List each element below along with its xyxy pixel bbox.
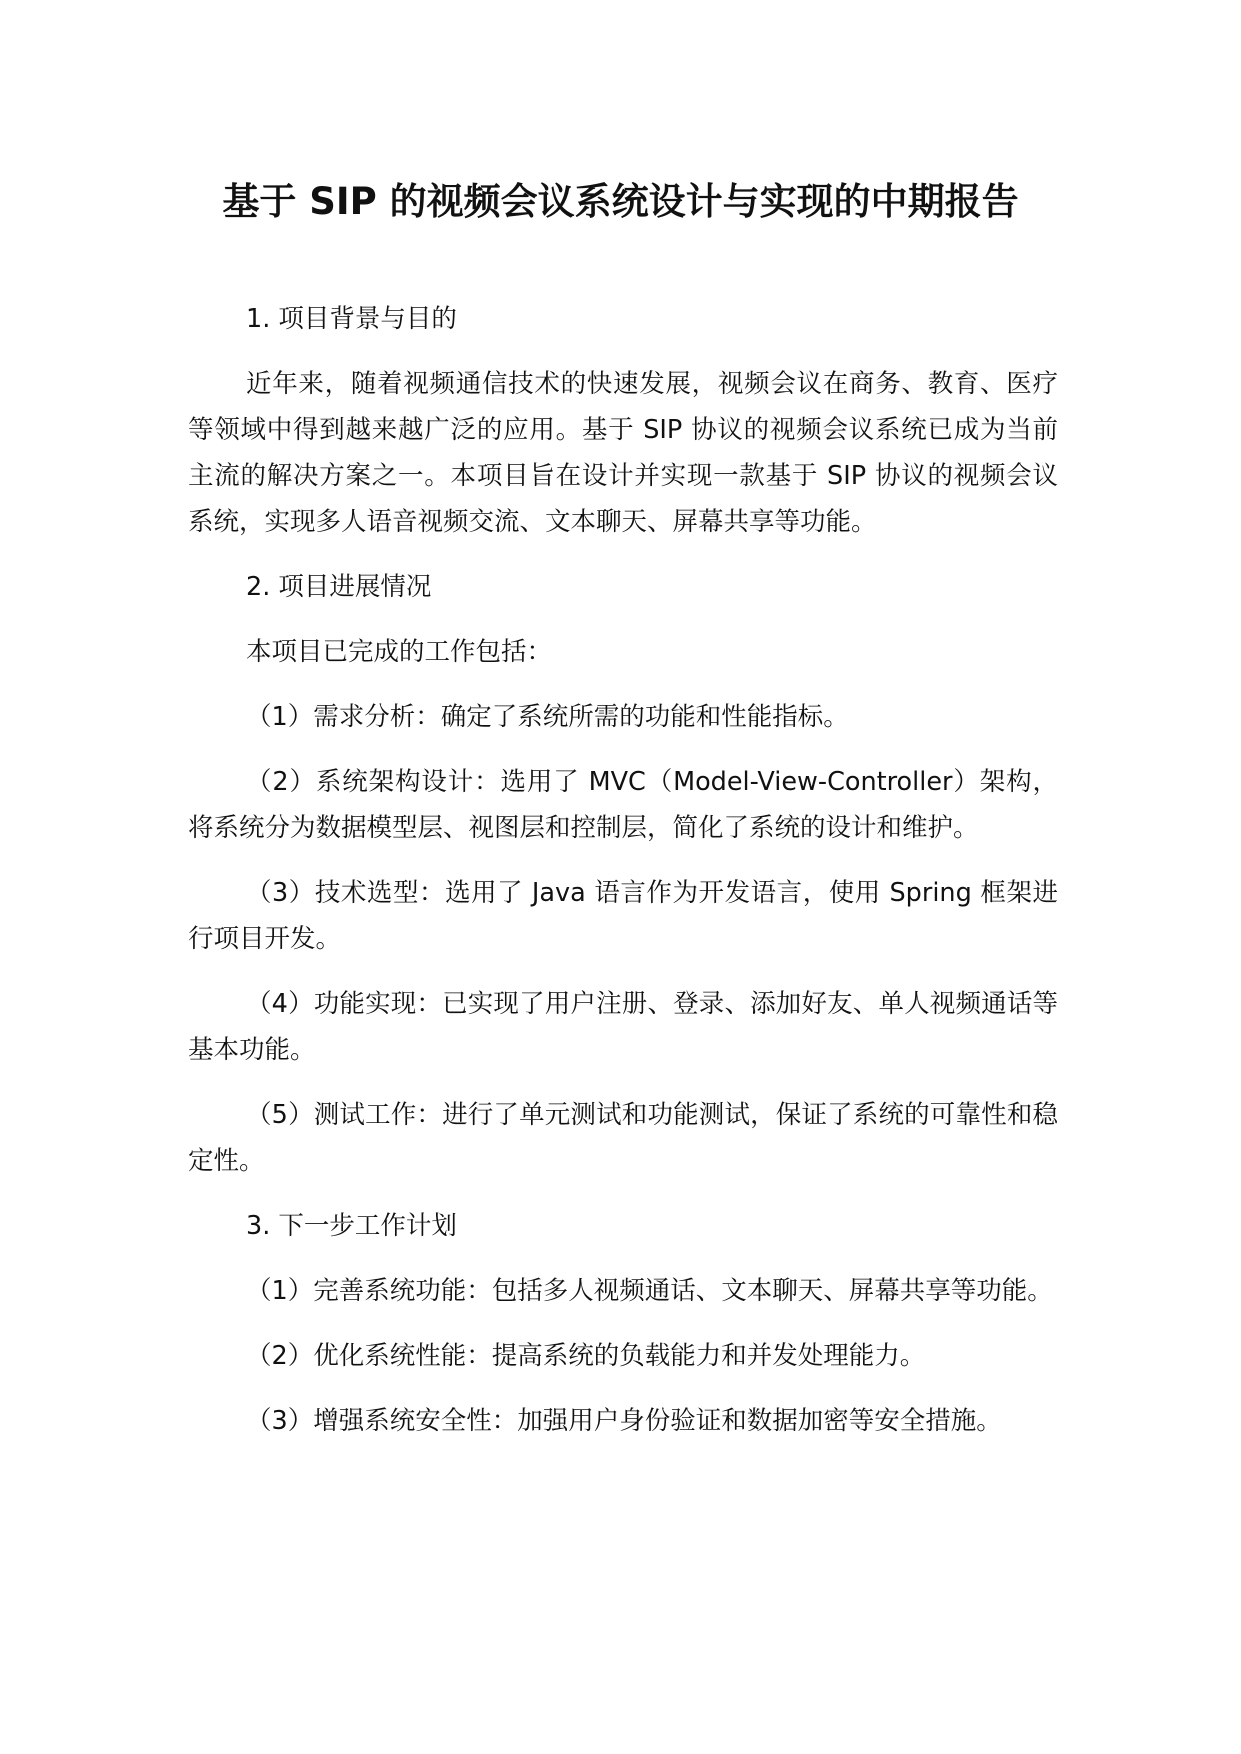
section-2-heading: 2. 项目进展情况 xyxy=(246,572,432,602)
section-3-heading: 3. 下一步工作计划 xyxy=(246,1211,457,1241)
section-2-item: （2）系统架构设计：选用了 MVC（Model-View-Controller）架构，将系统分为数据模型层、视图层和控制层，简化了系统的设计和维护。 xyxy=(188,767,1058,843)
section-2-item: （5）测试工作：进行了单元测试和功能测试，保证了系统的可靠性和稳定性。 xyxy=(188,1100,1058,1176)
section-2-item: （4）功能实现：已实现了用户注册、登录、添加好友、单人视频通话等基本功能。 xyxy=(188,989,1058,1065)
section-1-paragraph: 近年来，随着视频通信技术的快速发展，视频会议在商务、教育、医疗等领域中得到越来越广泛的应用。基于 SIP 协议的视频会议系统已成为当前主流的解决方案之一。本项目旨在设计并实现一款基于 SIP 协议的视频会议系统，实现多人语音视频交流、文本聊天、屏幕共享等功能。 xyxy=(188,369,1058,537)
section-3-item: （2）优化系统性能：提高系统的负载能力和并发处理能力。 xyxy=(246,1341,926,1371)
document-title: 基于 SIP 的视频会议系统设计与实现的中期报告 xyxy=(222,180,1019,223)
section-3-item: （3）增强系统安全性：加强用户身份验证和数据加密等安全措施。 xyxy=(246,1406,1002,1436)
section-1-heading: 1. 项目背景与目的 xyxy=(246,304,457,334)
document-body xyxy=(188,296,1058,1463)
section-2-item: （1）需求分析：确定了系统所需的功能和性能指标。 xyxy=(246,702,849,732)
section-3-item: （1）完善系统功能：包括多人视频通话、文本聊天、屏幕共享等功能。 xyxy=(246,1276,1053,1306)
section-2-intro: 本项目已完成的工作包括： xyxy=(246,637,553,667)
section-2-item: （3）技术选型：选用了 Java 语言作为开发语言，使用 Spring 框架进行项目开发。 xyxy=(188,878,1058,954)
